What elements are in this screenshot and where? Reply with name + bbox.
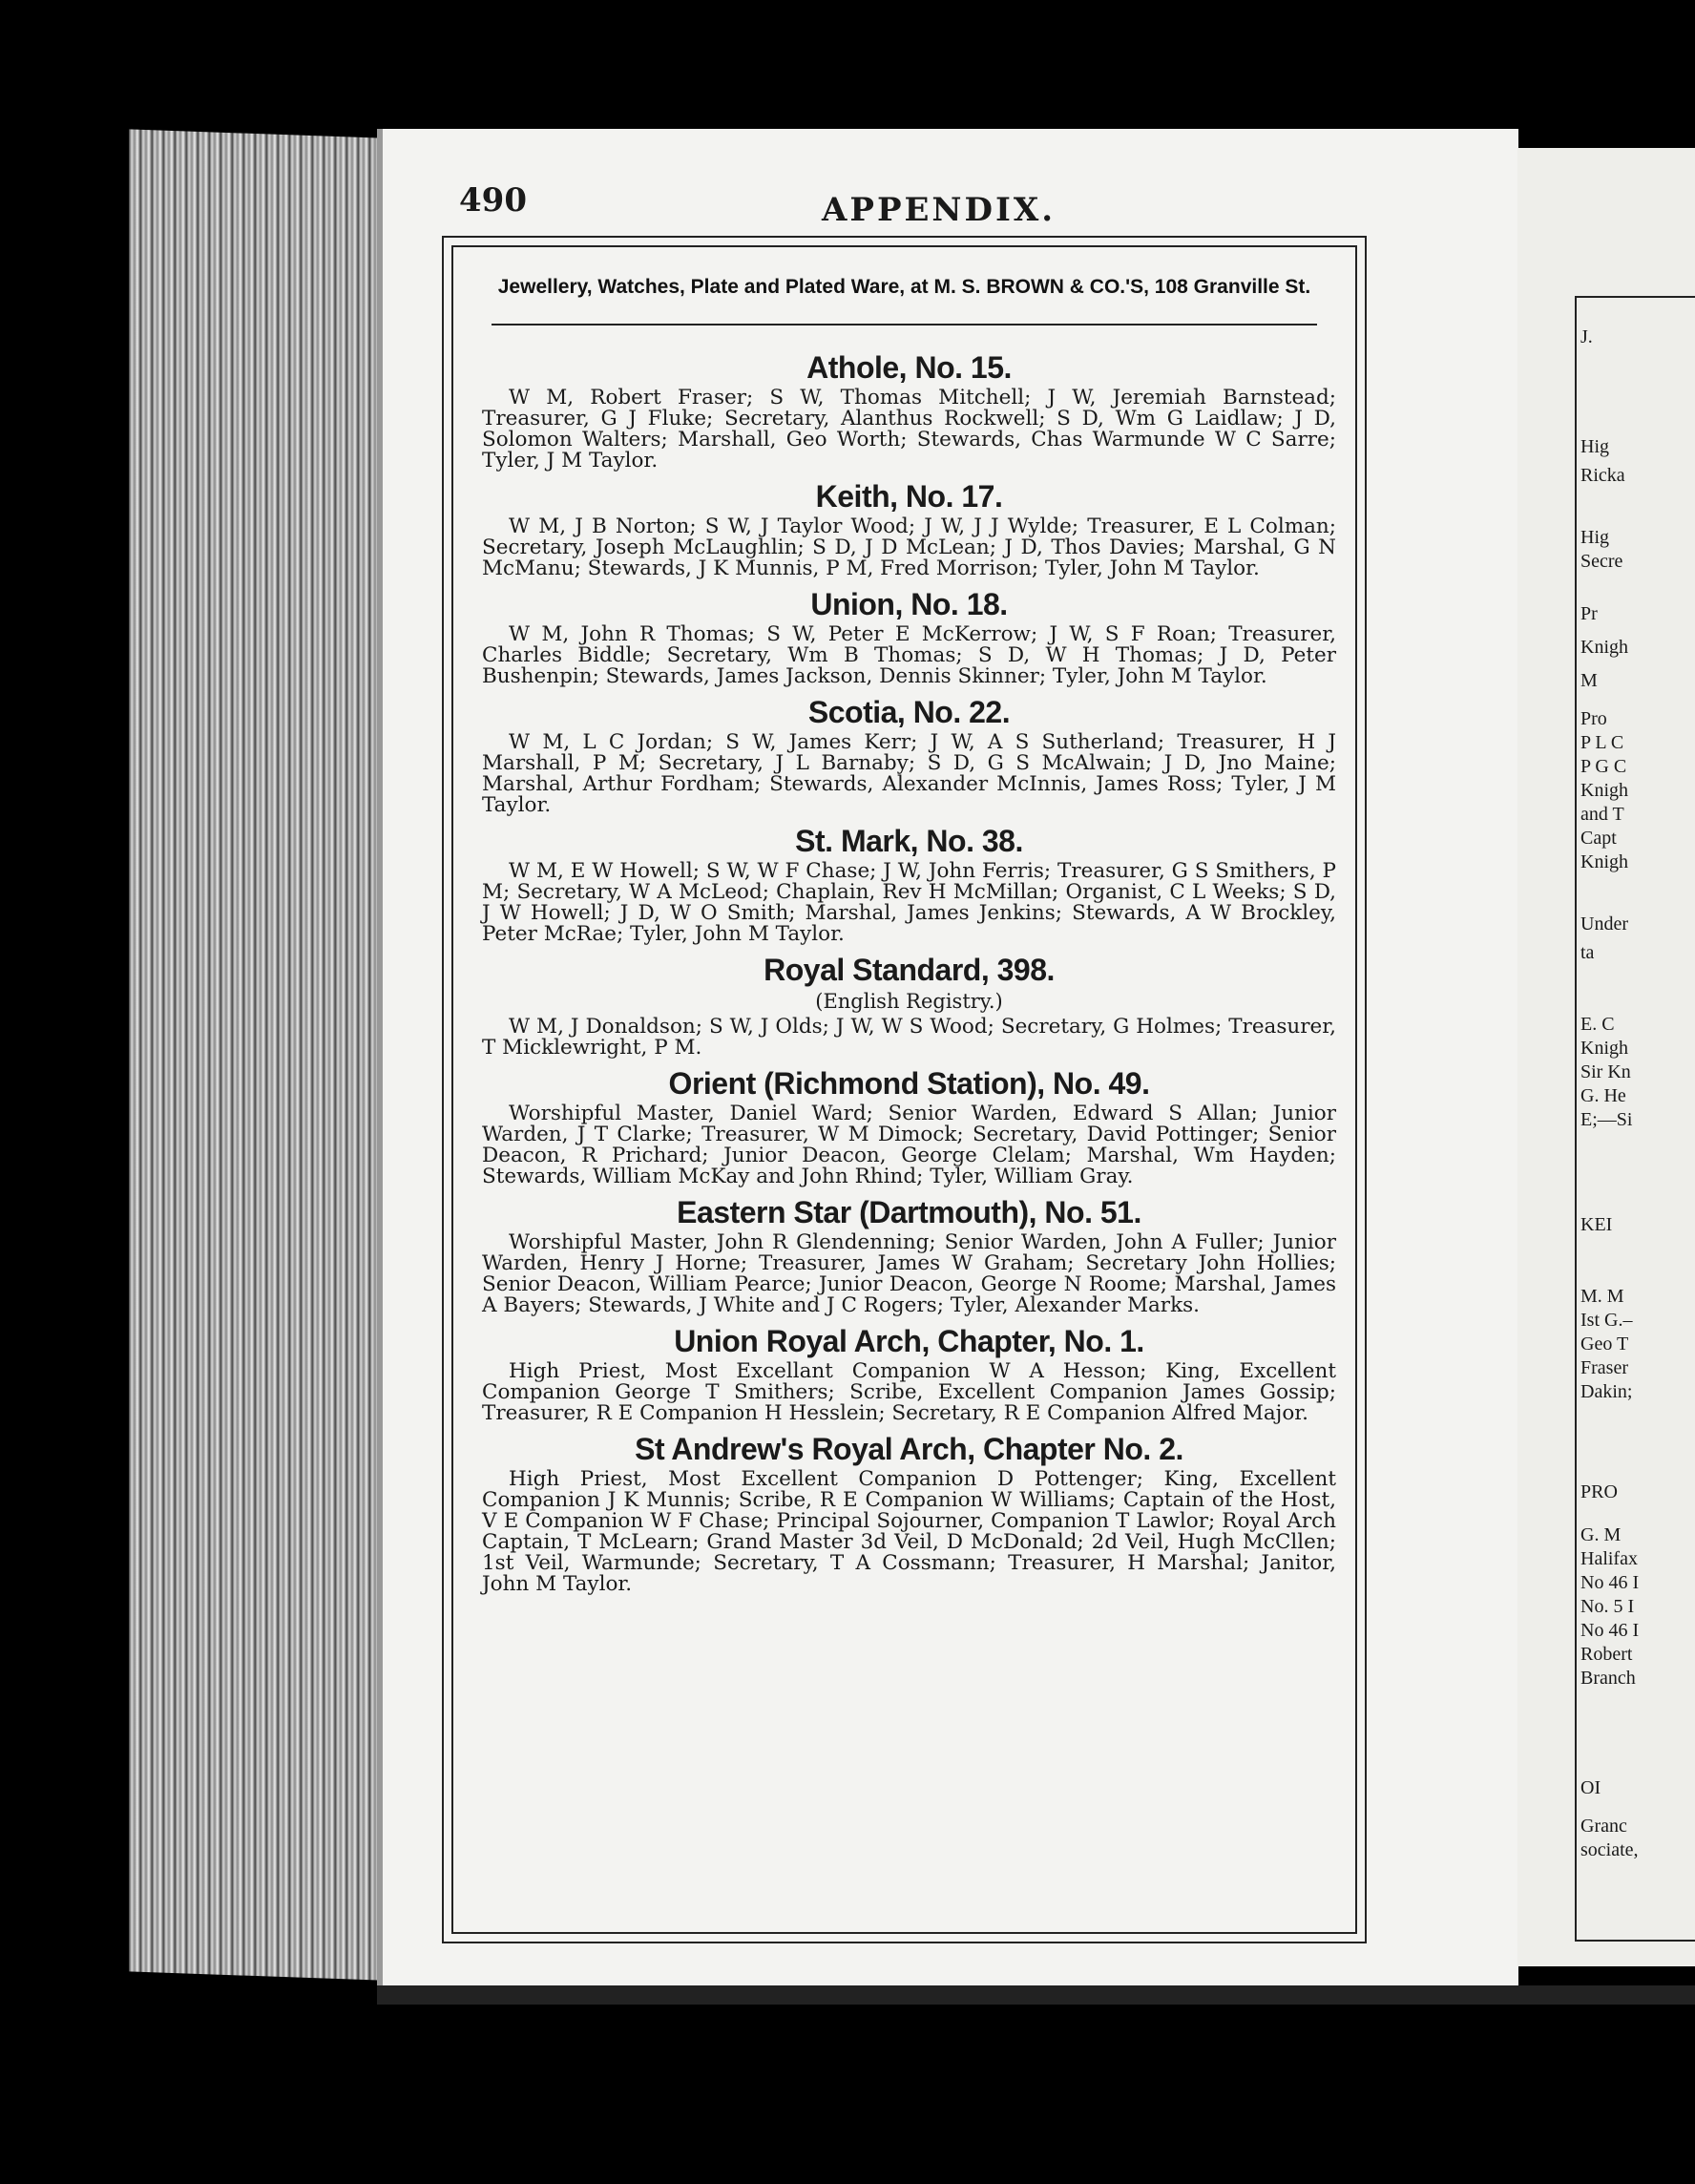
adjacent-page-text: Knigh [1580, 637, 1628, 658]
adjacent-page-text: Sir Kn [1580, 1061, 1631, 1082]
adjacent-page-text: Secre [1580, 551, 1623, 572]
lodge-name: Royal Standard, 398. [764, 953, 1055, 987]
lodge-officers: W M, L C Jordan; S W, James Kerr; J W, A S Sutherland; Treasurer, H J Marshall, P M; Secretary, J L Barnaby; S D, G S McAlwain; J D, Jno Maine; Marshal, Arthur Fordham; Stewards, Alexander McInnis, James Ross; Tyler, J M Taylor. [482, 730, 1336, 817]
inner-frame [451, 245, 1357, 1934]
adjacent-page-fragment [1517, 148, 1695, 1966]
adjacent-page-text: E;—Si [1580, 1109, 1633, 1130]
lodge-officers: W M, Robert Fraser; S W, Thomas Mitchell; J W, Jeremiah Barnstead; Treasurer, G J Fluke; Secretary, Alanthus Rockwell; S D, Wm G Laidlaw; J D, Solomon Walters; Marshall, Geo Worth; Stewards, Chas Warmunde W C Sarre; Tyler, J M Taylor. [482, 386, 1336, 472]
lodge-officers: Worshipful Master, John R Glendenning; Senior Warden, John A Fuller; Junior Warden, Henry J Horne; Treasurer, James W Graham; Secretary John Hollies; Senior Deacon, William Pearce; Junior Deacon, George N Roome; Marshal, James A Bayers; Stewards, J White and J C Rogers; Tyler, Alexander Marks. [482, 1230, 1336, 1317]
adjacent-page-text: M. M [1580, 1286, 1624, 1307]
adjacent-page-text: Ist G.– [1580, 1310, 1633, 1331]
lodge-entry [482, 953, 1336, 1059]
lodge-name: Orient (Richmond Station), No. 49. [668, 1066, 1150, 1101]
page-header [459, 181, 1413, 239]
adjacent-page-text: Pro [1580, 708, 1607, 729]
adjacent-page-text: Knigh [1580, 1038, 1628, 1059]
lodge-officers: W M, John R Thomas; S W, Peter E McKerrow; J W, S F Roan; Treasurer, Charles Biddle; Secretary, Wm B Thomas; S D, W H Thomas; J D, Peter Bushenpin; Stewards, James Jackson, Dennis Skinner; Tyler, John M Taylor. [482, 622, 1336, 688]
lodge-name: Scotia, No. 22. [807, 695, 1011, 729]
lodge-officers: High Priest, Most Excellant Companion W A Hesson; King, Excellent Companion George T Smithers; Scribe, Excellent Companion James Gossip; Treasurer, R E Companion H Hesslein; Secretary, R E Companion Alfred Major. [482, 1359, 1336, 1425]
lodge-officers: W M, E W Howell; S W, W F Chase; J W, John Ferris; Treasurer, G S Smithers, P M; Secretary, W A McLeod; Chaplain, Rev H McMillan; Organist, C L Weeks; S D, J W Howell; J D, W O Smith; Marshal, James Jenkins; Stewards, A W Brockley, Peter McRae; Tyler, John M Taylor. [482, 859, 1336, 946]
adjacent-page-text: Fraser [1580, 1357, 1628, 1378]
adjacent-page-text: Geo T [1580, 1334, 1629, 1354]
adjacent-page-frame [1575, 296, 1695, 1942]
adjacent-page-text: and T [1580, 804, 1624, 825]
lodge-entry [482, 1195, 1336, 1316]
lodge-subtitle: (English Registry.) [815, 990, 1003, 1013]
book-page [377, 129, 1518, 1985]
lodge-name: Union, No. 18. [810, 587, 1008, 621]
adjacent-page-text: P G C [1580, 756, 1627, 777]
lodge-entry [482, 695, 1336, 816]
lodge-entry [482, 1066, 1336, 1187]
adjacent-page-text: PRO [1580, 1481, 1618, 1502]
adjacent-page-text: Under [1580, 914, 1628, 934]
lodge-entry [482, 1432, 1336, 1595]
adjacent-page-text: Knigh [1580, 780, 1628, 801]
lodge-entry [482, 1324, 1336, 1424]
lodge-name: St Andrew's Royal Arch, Chapter No. 2. [635, 1432, 1183, 1466]
adjacent-page-text: G. He [1580, 1085, 1626, 1106]
lodge-name: Keith, No. 17. [815, 479, 1003, 514]
adjacent-page-text: sociate, [1580, 1839, 1639, 1860]
adjacent-page-text: Pr [1580, 603, 1598, 624]
adjacent-page-text: No 46 I [1580, 1572, 1640, 1593]
adjacent-page-text: P L C [1580, 732, 1624, 753]
page-shadow [377, 1985, 1695, 2005]
lodge-entry [482, 824, 1336, 945]
divider [492, 324, 1317, 326]
adjacent-page-text: E. C [1580, 1014, 1615, 1035]
lodge-entry [482, 479, 1336, 579]
adjacent-page-text: Halifax [1580, 1548, 1638, 1569]
lodge-officers: High Priest, Most Excellent Companion D Pottenger; King, Excellent Companion J K Munnis; Scribe, R E Companion W Williams; Captain of the Host, V E Companion W F Chase; Principal Sojourner, Companion T Lawlor; Royal Arch Captain, T McLearn; Grand Master 3d Veil, D McDonald; 2d Veil, Hugh McCllen; 1st Veil, Warmunde; Secretary, T A Cossmann; Treasurer, H Marshal; Janitor, John M Taylor. [482, 1467, 1336, 1596]
adjacent-page-text: No. 5 I [1580, 1596, 1635, 1617]
running-title: APPENDIX. [822, 191, 1057, 229]
book-page-edges [129, 129, 382, 1980]
adjacent-page-text: No 46 I [1580, 1620, 1640, 1641]
lodge-list [482, 343, 1336, 1599]
adjacent-page-text: Hig [1580, 527, 1609, 548]
adjacent-page-text: J. [1580, 326, 1593, 347]
page-number: 490 [459, 181, 527, 220]
lodge-officers: Worshipful Master, Daniel Ward; Senior Warden, Edward S Allan; Junior Warden, J T Clarke; Treasurer, W M Dimock; Secretary, David Pottinger; Senior Deacon, R Prichard; Junior Deacon, George Clelam; Marshal, Wm Hayden; Stewards, William McKay and John Rhind; Tyler, William Gray. [482, 1102, 1336, 1188]
lodge-name: St. Mark, No. 38. [795, 824, 1023, 858]
lodge-name: Athole, No. 15. [806, 350, 1012, 385]
adjacent-page-text: Ricka [1580, 465, 1625, 486]
advertisement-line: Jewellery, Watches, Plate and Plated Ware, at M. S. BROWN & CO.'S, 108 Granville St. [497, 276, 1311, 298]
adjacent-page-text: Branch [1580, 1668, 1636, 1689]
adjacent-page-text: Dakin; [1580, 1381, 1633, 1402]
lodge-entry [482, 587, 1336, 687]
content-frame [442, 236, 1367, 1943]
adjacent-page-text: ta [1580, 942, 1595, 963]
adjacent-page-text: Robert [1580, 1644, 1633, 1665]
lodge-officers: W M, J B Norton; S W, J Taylor Wood; J W, J J Wylde; Treasurer, E L Colman; Secretary, Joseph McLaughlin; S D, J D McLean; J D, Thos Davies; Marshal, G N McManu; Stewards, J K Munnis, P M, Fred Morrison; Tyler, John M Taylor. [482, 514, 1336, 580]
adjacent-page-text: OI [1580, 1777, 1601, 1798]
adjacent-page-text: Capt [1580, 828, 1617, 849]
adjacent-page-text: G. M [1580, 1524, 1622, 1545]
lodge-name: Union Royal Arch, Chapter, No. 1. [674, 1324, 1144, 1358]
adjacent-page-text: Knigh [1580, 851, 1628, 872]
lodge-name: Eastern Star (Dartmouth), No. 51. [677, 1195, 1141, 1229]
adjacent-page-text: KEI [1580, 1214, 1613, 1235]
adjacent-page-text: M [1580, 670, 1598, 691]
adjacent-page-text: Granc [1580, 1816, 1627, 1837]
adjacent-page-text: Hig [1580, 436, 1609, 457]
lodge-officers: W M, J Donaldson; S W, J Olds; J W, W S Wood; Secretary, G Holmes; Treasurer, T Micklewright, P M. [482, 1015, 1336, 1060]
lodge-entry [482, 350, 1336, 472]
